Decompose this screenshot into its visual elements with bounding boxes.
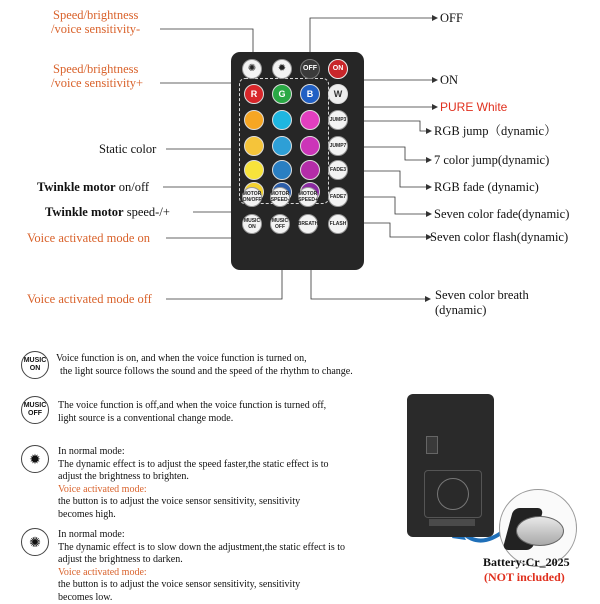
music-off-icon: MUSIC OFF [21,396,49,424]
label-seven-color-flash: Seven color flash(dynamic) [430,230,568,245]
speed-plus-button[interactable] [272,59,292,79]
label-twinkle-speed-bold: Twinkle motor [45,205,124,219]
static-color-button[interactable] [300,136,320,156]
down-desc-line6: becomes low. [58,592,345,604]
down-desc-line5: the button is to adjust the voice sensor sensitivity, sensitivity [58,579,345,592]
label-twinkle-onoff-bold: Twinkle motor [37,180,116,194]
label-pure-white: PURE White [440,100,507,115]
label-voice-off: Voice activated mode off [27,292,152,307]
music-off-description [58,400,326,425]
fade3-button[interactable]: FADE3 [328,160,348,180]
brightness-up-description [58,446,329,521]
music-on-description [56,353,353,378]
red-button[interactable]: R [244,84,264,104]
up-desc-line5: the button is to adjust the voice sensor sensitivity, sensitivity [58,496,329,509]
jump3-button[interactable]: JUMP3 [328,110,348,130]
battery-label: Battery:Cr_2025 [483,555,570,570]
up-desc-line6: becomes high. [58,509,329,522]
label-rgb-jump: RGB jump（dynamic） [434,124,557,139]
music-on-button[interactable]: MUSIC ON [242,214,262,234]
music-off-button[interactable]: MUSIC OFF [270,214,290,234]
label-twinkle-speed-rest: speed-/+ [124,205,170,219]
motor-speed-minus-button[interactable]: MOTOR SPEED- [270,187,290,207]
label-twinkle-onoff-rest: on/off [116,180,149,194]
music-on-desc-line2: the light source follows the sound and the speed of the rhythm to change. [56,366,353,379]
label-speed-minus-line2: /voice sensitivity- [51,22,140,37]
label-twinkle-onoff [37,180,149,195]
battery-note: (NOT included) [484,570,565,585]
label-twinkle-speed [45,205,170,220]
green-button[interactable]: G [272,84,292,104]
label-seven-color-jump: 7 color jump(dynamic) [434,153,549,168]
remote-back-slot [426,436,438,454]
down-desc-line3: adjust the brightness to darken. [58,554,345,567]
label-seven-color-breath-line1: Seven color breath [435,288,529,303]
static-color-button[interactable] [244,160,264,180]
remote-control [231,52,364,270]
down-desc-line4: Voice activated mode: [58,567,345,580]
static-color-button[interactable] [300,160,320,180]
jump7-button[interactable]: JUMP7 [328,136,348,156]
breath-button[interactable]: BREATH [298,214,318,234]
label-voice-on: Voice activated mode on [27,231,150,246]
brightness-down-icon: ✺ [21,528,49,556]
up-desc-line3: adjust the brightness to brighten. [58,471,329,484]
static-color-button[interactable] [300,110,320,130]
on-button[interactable]: ON [328,59,348,79]
motor-speed-plus-button[interactable]: MOTOR SPEED+ [298,187,318,207]
brightness-up-icon: ✹ [21,445,49,473]
sun-dim-icon: ✺ [248,66,256,72]
brightness-down-description [58,529,345,604]
music-on-icon: MUSIC ON [21,351,49,379]
speed-minus-button[interactable] [242,59,262,79]
blue-button[interactable]: B [300,84,320,104]
fade7-button[interactable]: FADE7 [328,187,348,207]
label-seven-color-breath-line2: (dynamic) [435,303,486,318]
coin-cell-battery [516,516,564,546]
off-button[interactable]: OFF [300,59,320,79]
label-speed-minus-line1: Speed/brightness [53,8,138,23]
up-desc-line1: In normal mode: [58,446,329,459]
music-on-desc-line1: Voice function is on, and when the voice function is turned on, [56,353,353,366]
static-color-button[interactable] [244,110,264,130]
label-rgb-fade: RGB fade (dynamic) [434,180,539,195]
flash-button[interactable]: FLASH [328,214,348,234]
battery-cover [437,478,469,510]
music-off-desc-line2: light source is a conventional change mode. [58,413,326,426]
down-desc-line2: The dynamic effect is to slow down the adjustment,the static effect is to [58,542,345,555]
static-color-button[interactable] [272,110,292,130]
music-off-desc-line1: The voice function is off,and when the voice function is turned off, [58,400,326,413]
white-button[interactable]: W [328,84,348,104]
motor-onoff-button[interactable]: MOTOR ON/OFF [242,187,262,207]
down-desc-line1: In normal mode: [58,529,345,542]
up-desc-line2: The dynamic effect is to adjust the speed faster,the static effect is to [58,459,329,472]
static-color-button[interactable] [272,160,292,180]
remote-back [407,394,494,537]
label-seven-color-fade: Seven color fade(dynamic) [434,207,569,222]
label-on: ON [440,73,458,88]
up-desc-line4: Voice activated mode: [58,484,329,497]
label-off: OFF [440,11,463,26]
static-color-button[interactable] [272,136,292,156]
static-color-button[interactable] [244,136,264,156]
label-speed-plus-line1: Speed/brightness [53,62,138,77]
sun-bright-icon: ✹ [278,66,286,72]
label-speed-plus-line2: /voice sensitivity+ [51,76,143,91]
battery-tray [429,519,475,526]
label-static-color: Static color [99,142,156,157]
